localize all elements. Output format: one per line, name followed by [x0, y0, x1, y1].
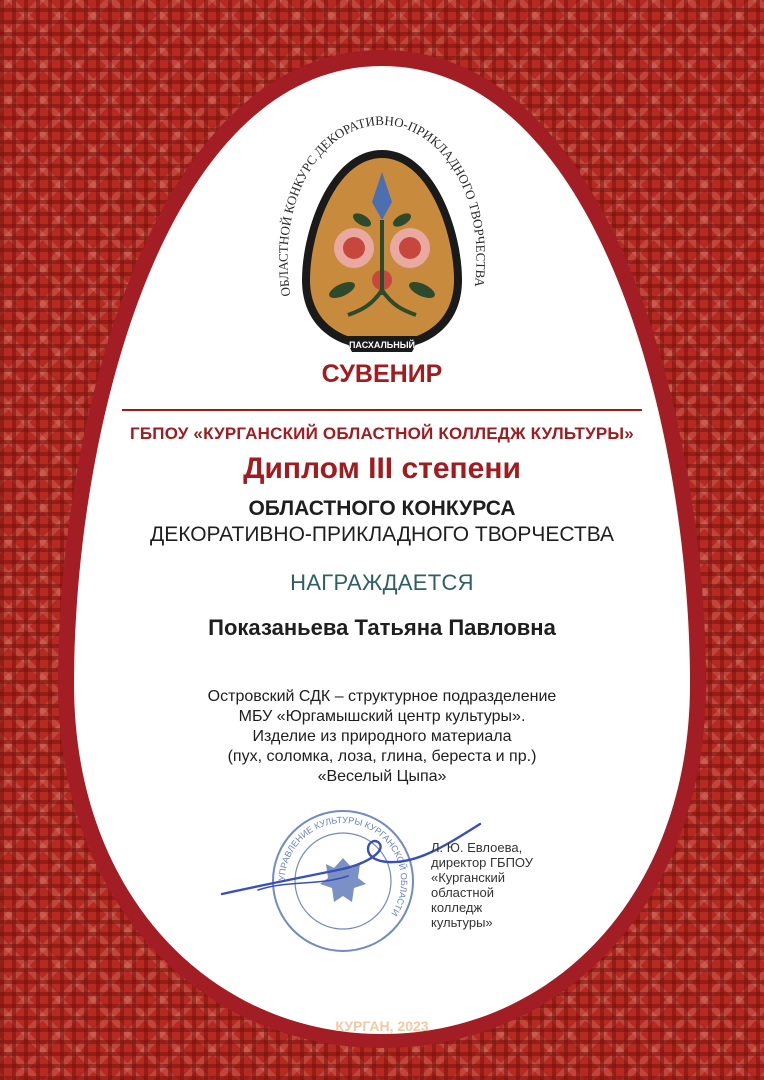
- award-details: [80, 687, 684, 787]
- details-line: «Веселый Цыпа»: [317, 768, 447, 785]
- signatory-line: директор ГБПОУ: [431, 855, 534, 870]
- divider-line: [122, 409, 642, 411]
- college-name: ГБПОУ «КУРГАНСКИЙ ОБЛАСТНОЙ КОЛЛЕДЖ КУЛЬТУРЫ»: [130, 424, 634, 443]
- details-line: (пух, соломка, лоза, глина, береста и пр.): [227, 748, 537, 765]
- contest-line-1: ОБЛАСТНОГО КОНКУРСА: [248, 497, 516, 520]
- signatory-line: «Курганский: [431, 870, 505, 885]
- stamp-ring-text: УПРАВЛЕНИЕ КУЛЬТУРЫ КУРГАНСКОЙ ОБЛАСТИ: [276, 814, 410, 918]
- signatory-line: культуры»: [431, 915, 493, 930]
- signatory-line: Л. Ю. Евлоева,: [431, 840, 523, 855]
- emblem-subtitle: ПАСХАЛЬНЫЙ: [348, 340, 416, 350]
- emblem-arc-text: ОБЛАСТНОЙ КОНКУРС ДЕКОРАТИВНО-ПРИКЛАДНОГО ТВОРЧЕСТВА: [275, 112, 489, 298]
- recipient-name: Показаньева Татьяна Павловна: [208, 615, 556, 640]
- signatory-block: [431, 840, 533, 930]
- awarded-label: НАГРАЖДАЕТСЯ: [290, 570, 474, 595]
- details-line: Островский СДК – структурное подразделение: [207, 688, 557, 705]
- emblem-title: СУВЕНИР: [321, 360, 443, 388]
- signatory-line: колледж: [431, 900, 483, 915]
- details-line: Изделие из природного материала: [252, 728, 512, 745]
- signatory-line: областной: [431, 885, 495, 900]
- contest-emblem: [262, 110, 502, 400]
- diploma-title: Диплом III степени: [243, 452, 521, 485]
- contest-line-2: ДЕКОРАТИВНО-ПРИКЛАДНОГО ТВОРЧЕСТВА: [149, 523, 615, 546]
- details-line: МБУ «Юргамышский центр культуры».: [238, 708, 526, 725]
- place-and-year: КУРГАН, 2023: [335, 1018, 429, 1034]
